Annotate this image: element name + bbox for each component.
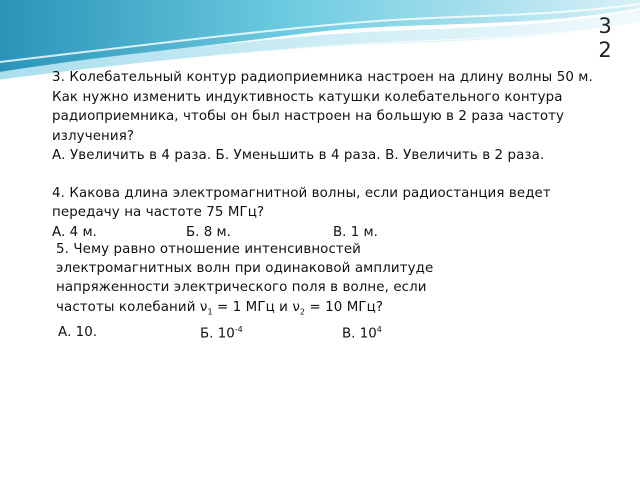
question-5-option-b (200, 325, 342, 341)
q5-option-c-base: В. 10 (342, 326, 377, 342)
spacer (52, 166, 612, 184)
q5-option-c-exponent: 4 (376, 325, 382, 335)
question-5-line-4 (56, 298, 612, 322)
question-5-line-2: электромагнитных волн при одинаковой амплитуде (56, 261, 434, 277)
question-5 (56, 240, 612, 342)
question-4-option-a: А. 4 м. (52, 224, 97, 240)
subscript-1: 1 (207, 307, 213, 317)
question-3-text: 3. Колебательный контур радиоприемника настроен на длину волны 50 м. Как нужно изменить индуктивность катушки колебательного контура радиоприемника, чтобы он был настроен на большую в 2 раза частоту излучения? (52, 70, 593, 144)
question-5-option-c (342, 325, 382, 341)
q5-text-5: = 1 МГц и ν (212, 299, 300, 315)
q5-option-b-exponent: -4 (234, 325, 243, 335)
question-5-line-1: 5. Чему равно отношение интенсивностей (56, 242, 361, 257)
slide-content (52, 68, 612, 342)
subscript-2: 2 (299, 307, 306, 317)
question-4-text: 4. Какова длина электромагнитной волны, если радиостанция ведет передачу на частоте 75 МГц? (52, 185, 551, 220)
q5-option-b-base: Б. 10 (200, 326, 235, 342)
question-4-option-c: В. 1 м. (333, 224, 378, 240)
q5-text-6: = 10 МГц? (305, 299, 384, 315)
question-5-options (56, 325, 612, 341)
q5-text-4: частоты колебаний ν (56, 299, 208, 315)
question-3-options: А. Увеличить в 4 раза. Б. Уменьшить в 4 раза. В. Увеличить в 2 раза. (52, 148, 545, 163)
slide-number: 3 2 (598, 14, 612, 62)
question-5-line-3: напряженности электрического поля в волне, если (56, 280, 427, 296)
question-4-option-b: Б. 8 м. (186, 224, 231, 240)
question-5-option-a: А. 10. (58, 325, 97, 341)
